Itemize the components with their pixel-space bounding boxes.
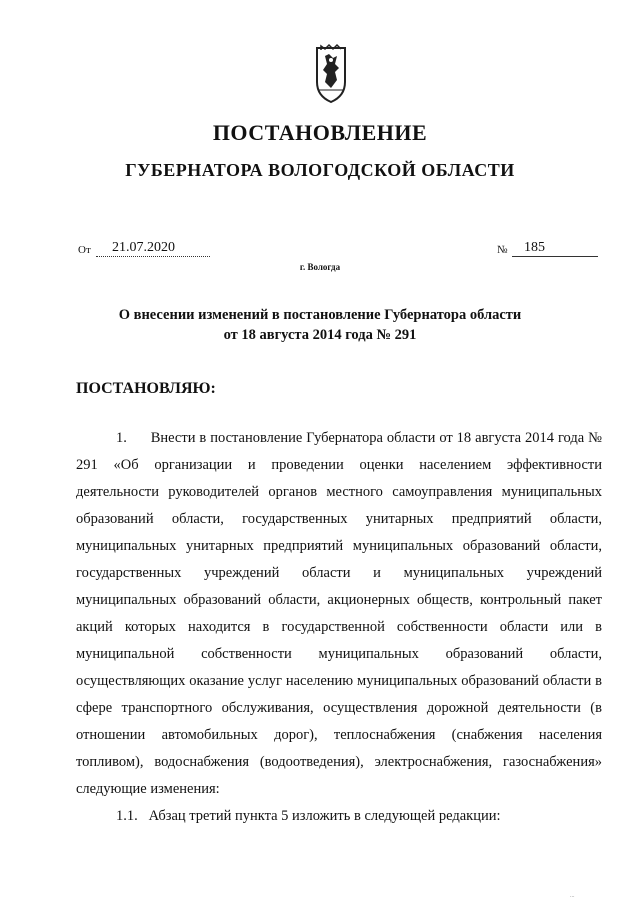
- subject-line-2: от 18 августа 2014 года № 291: [223, 327, 417, 343]
- document-number: 185: [512, 240, 598, 257]
- paragraph-1-1: 1.1. Абзац третий пункта 5 изложить в следующей редакции:: [116, 808, 501, 824]
- document-title: ПОСТАНОВЛЕНИЕ: [212, 120, 428, 145]
- vologda-coat-of-arms-icon: [305, 42, 357, 104]
- date-prefix: От: [78, 244, 91, 256]
- document-subtitle: ГУБЕРНАТОРА ВОЛОГОДСКОЙ ОБЛАСТИ: [125, 160, 515, 180]
- number-prefix: №: [497, 244, 508, 256]
- paragraph-1: 1. Внести в постановление Губернатора области от 18 августа 2014 года № 291 «Об организации и проведении оценки населением эффективности деятельности руководителей органов местного самоуправления муниципальных образований области, государственных унитарных предприятий области, муниципальных унитарных предприятий муниципальных образований области, государственных учреждений области и муниципальных учреждений муниципальных образований области, акционерных обществ, контрольный пакет акций которых находится в государственной собственности области или в муниципальной собственности муниципальных образований области, осуществляющих оказание услуг населению муниципальных образований области в сфере транспортного обслуживания, осуществления дорожной деятельности (в отношении автомобильных дорог), теплоснабжения (снабжения населения топливом), водоснабжения (водоотведения), электроснабжения, газоснабжения» следующие изменения:: [76, 430, 602, 797]
- document-body: [76, 425, 602, 830]
- decree-heading: ПОСТАНОВЛЯЮ:: [76, 380, 216, 397]
- document-subject: [60, 305, 580, 345]
- document-date: 21.07.2020: [96, 240, 210, 257]
- subject-line-1: О внесении изменений в постановление Губернатора области: [118, 307, 522, 323]
- page-corner-mark: ...: [570, 893, 575, 899]
- city-label: г. Вологда: [299, 262, 341, 272]
